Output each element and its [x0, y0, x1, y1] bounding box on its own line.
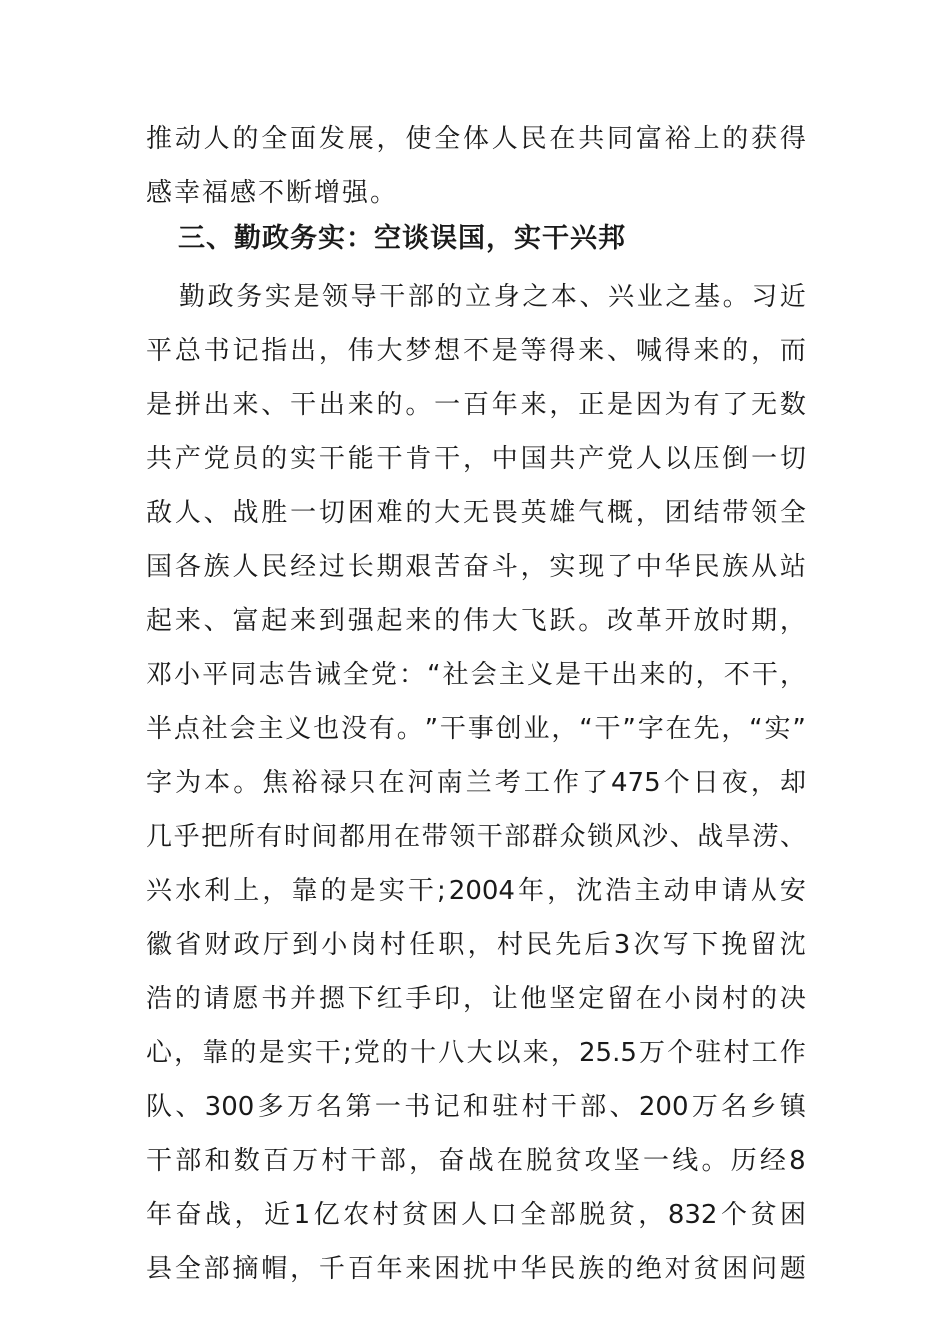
paragraph-line: 几 乎 把 所 有 时 间 都 用 在 带 领 干 部 群 众 锁 风 沙 、 战 旱 涝 、	[146, 822, 806, 852]
paragraph-line: 浩 的 请 愿 书 并 摁 下 红 手 印 ， 让 他 坚 定 留 在 小 岗 村 的 决	[146, 984, 806, 1014]
paragraph-line: 年 奋 战 ， 近 1 亿 农 村 贫 困 人 口 全 部 脱 贫 ， 832 个 贫 困	[146, 1200, 806, 1230]
paragraph-line: 徽 省 财 政 厅 到 小 岗 村 任 职 ， 村 民 先 后 3 次 写 下 挽 留 沈	[146, 930, 806, 960]
paragraph-line: 心 ， 靠 的 是 实 干 ; 党 的 十 八 大 以 来 ， 25.5 万 个 驻 村 工 作	[146, 1038, 806, 1068]
paragraph-line: 队 、 300 多 万 名 第 一 书 记 和 驻 村 干 部 、 200 万 名 乡 镇	[146, 1092, 806, 1122]
section-heading-container	[178, 210, 806, 268]
paragraph-line: 国 各 族 人 民 经 过 长 期 艰 苦 奋 斗 ， 实 现 了 中 华 民 族 从 站	[146, 552, 806, 582]
paragraph-line: 半 点 社 会 主 义 也 没 有 。 ” 干 事 创 业 ， “ 干 ” 字 在 先 ， “ 实 ”	[146, 714, 806, 744]
paragraph-line: 勤 政 务 实 是 领 导 干 部 的 立 身 之 本 、 兴 业 之 基 。 习 近	[179, 282, 806, 312]
paragraph-line: 干 部 和 数 百 万 村 干 部 ， 奋 战 在 脱 贫 攻 坚 一 线 。 历 经 8	[146, 1146, 806, 1176]
paragraph-continued	[146, 112, 806, 220]
paragraph-line: 平 总 书 记 指 出 ， 伟 大 梦 想 不 是 等 得 来 、 喊 得 来 的 ， 而	[146, 336, 806, 366]
paragraph-body	[146, 270, 806, 1296]
paragraph-line: 邓 小 平 同 志 告 诫 全 党 ： “ 社 会 主 义 是 干 出 来 的 ， 不 干 ，	[146, 660, 806, 690]
paragraph-line: 敌 人 、 战 胜 一 切 困 难 的 大 无 畏 英 雄 气 概 ， 团 结 带 领 全	[146, 498, 806, 528]
paragraph-line: 感幸福感不断增强。	[146, 178, 399, 208]
section-heading: 三、勤政务实：空谈误国，实干兴邦	[178, 223, 626, 254]
paragraph-line: 起 来 、 富 起 来 到 强 起 来 的 伟 大 飞 跃 。 改 革 开 放 时 期 ，	[146, 606, 806, 636]
paragraph-line: 推 动 人 的 全 面 发 展 ， 使 全 体 人 民 在 共 同 富 裕 上 的 获 得	[146, 124, 806, 154]
paragraph-line: 共 产 党 员 的 实 干 能 干 肯 干 ， 中 国 共 产 党 人 以 压 倒 一 切	[146, 444, 806, 474]
paragraph-line: 是 拼 出 来 、 干 出 来 的 。 一 百 年 来 ， 正 是 因 为 有 了 无 数	[146, 390, 806, 420]
paragraph-line: 字 为 本 。 焦 裕 禄 只 在 河 南 兰 考 工 作 了 475 个 日 夜 ， 却	[146, 768, 806, 798]
paragraph-line: 兴 水 利 上 ， 靠 的 是 实 干 ; 2004 年 ， 沈 浩 主 动 申 请 从 安	[146, 876, 806, 906]
paragraph-line: 县 全 部 摘 帽 ， 千 百 年 来 困 扰 中 华 民 族 的 绝 对 贫 困 问 题	[146, 1254, 806, 1284]
